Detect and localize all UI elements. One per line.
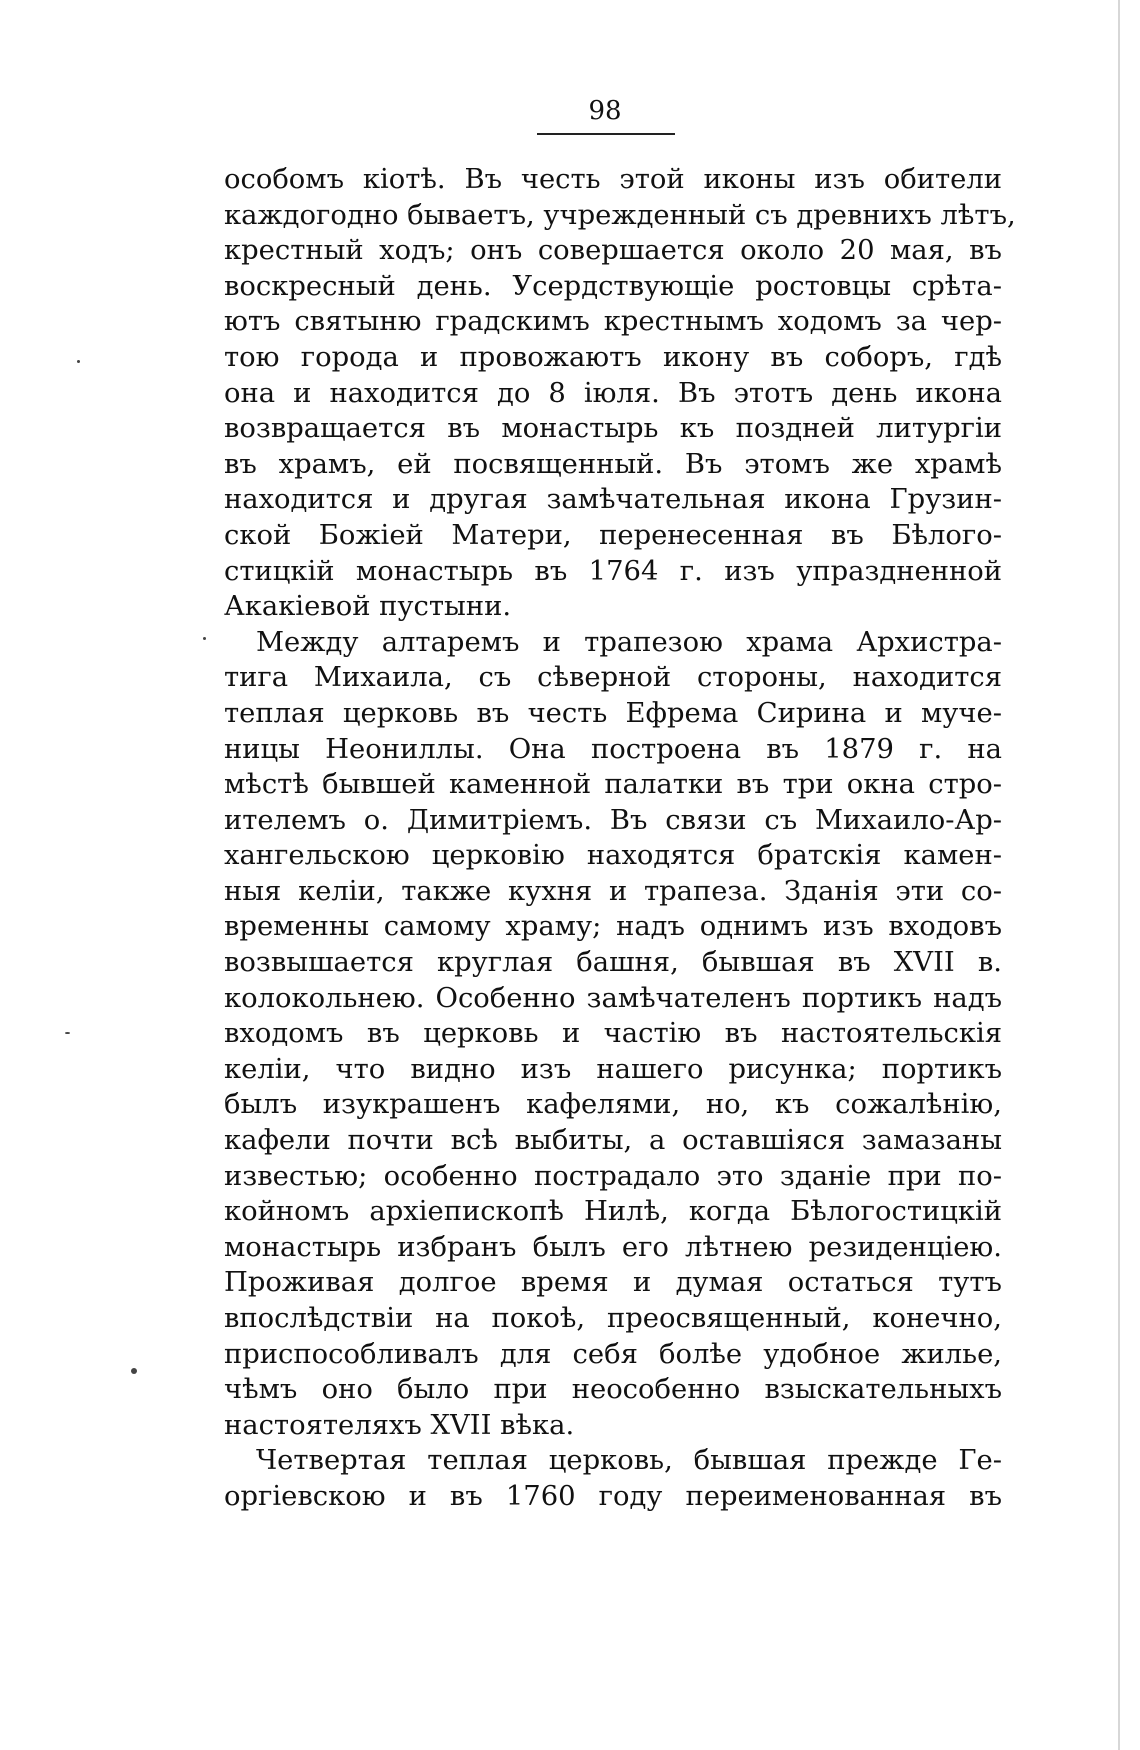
page-edge-shadow: [1118, 0, 1120, 1750]
text-line: возвышается круглая башня, бывшая въ XVII в.: [224, 947, 1002, 979]
text-line: крестный ходъ; онъ совершается около 20 мая, въ: [224, 235, 1002, 267]
text-line: Четвертая теплая церковь, бывшая прежде Ге-: [256, 1445, 1002, 1477]
text-line: ютъ святыню градскимъ крестнымъ ходомъ за чер-: [224, 306, 1002, 338]
page-number: 98: [588, 96, 622, 126]
text-line: въ храмъ, ей посвященный. Въ этомъ же храмѣ: [224, 448, 1002, 480]
text-line: Между алтаремъ и трапезою храма Архистра-: [256, 626, 1002, 658]
paragraph-3: [224, 1443, 1002, 1514]
text-line: колокольнею. Особенно замѣчателенъ портикъ надъ: [224, 982, 1002, 1014]
text-line: ителемъ о. Димитріемъ. Въ связи съ Михаило-Ар-: [224, 804, 1002, 836]
text-line: стицкій монастырь въ 1764 г. изъ упраздненной: [224, 555, 1002, 587]
text-line: она и находится до 8 іюля. Въ этотъ день икона: [224, 377, 1002, 409]
text-line: Акакіевой пустыни.: [224, 591, 512, 623]
paragraph-1: [224, 162, 1016, 625]
text-line: былъ изукрашенъ кафелями, но, къ сожалѣнію,: [224, 1089, 1002, 1121]
scan-speck: [77, 360, 80, 363]
text-line: койномъ архіепископѣ Нилѣ, когда Бѣлогостицкій: [224, 1196, 1002, 1228]
scan-speck: [203, 637, 206, 640]
text-line: тою города и провожаютъ икону въ соборъ, гдѣ: [224, 341, 1002, 373]
text-line: находится и другая замѣчательная икона Грузин-: [224, 484, 1002, 516]
text-line: приспособливалъ для себя болѣе удобное жилье,: [224, 1338, 1002, 1370]
text-line: временны самому храму; надъ однимъ изъ входовъ: [224, 911, 1002, 943]
scan-speck: [131, 1368, 137, 1374]
text-line: теплая церковь въ честь Ефрема Сирина и муче-: [224, 697, 1002, 729]
text-line: ской Божіей Матери, перенесенная въ Бѣлого-: [224, 519, 1002, 551]
text-line: настоятеляхъ XVII вѣка.: [224, 1409, 575, 1441]
scan-speck: [65, 1032, 70, 1034]
text-line: каждогодно бываетъ, учрежденный съ древнихъ лѣтъ,: [224, 199, 1016, 231]
body-text: [224, 162, 1016, 1515]
text-line: хангельскою церковію находятся братскія камен-: [224, 840, 1002, 872]
text-line: монастырь избранъ былъ его лѣтнею резиденціею.: [224, 1231, 1002, 1263]
text-line: чѣмъ оно было при неособенно взыскательныхъ: [224, 1374, 1002, 1406]
text-line: известью; особенно пострадало это зданіе при по-: [224, 1160, 1002, 1192]
text-line: впослѣдствіи на покоѣ, преосвященный, конечно,: [224, 1303, 1002, 1334]
text-line: возвращается въ монастырь къ поздней литургіи: [224, 413, 1002, 445]
text-line: ницы Неониллы. Она построена въ 1879 г. на: [224, 733, 1002, 765]
text-line: тига Михаила, съ сѣверной стороны, находится: [224, 662, 1002, 694]
text-line: входомъ въ церковь и частію въ настоятельскія: [224, 1018, 1002, 1050]
text-line: мѣстѣ бывшей каменной палатки въ три окна стро-: [224, 769, 1002, 801]
text-line: кафели почти всѣ выбиты, а оставшіяся замазаны: [224, 1125, 1002, 1157]
text-line: оргіевскою и въ 1760 году переименованная въ: [224, 1480, 1002, 1512]
text-line: особомъ кіотѣ. Въ честь этой иконы изъ обители: [224, 164, 1002, 195]
page-number-rule: [537, 133, 675, 135]
text-line: Проживая долгое время и думая остаться тутъ: [224, 1267, 1002, 1299]
text-line: ныя келіи, также кухня и трапеза. Зданія эти со-: [224, 875, 1002, 907]
text-line: воскресный день. Усердствующіе ростовцы срѣта-: [224, 270, 1002, 302]
text-line: келіи, что видно изъ нашего рисунка; портикъ: [224, 1053, 1002, 1085]
paragraph-2: [224, 625, 1002, 1444]
